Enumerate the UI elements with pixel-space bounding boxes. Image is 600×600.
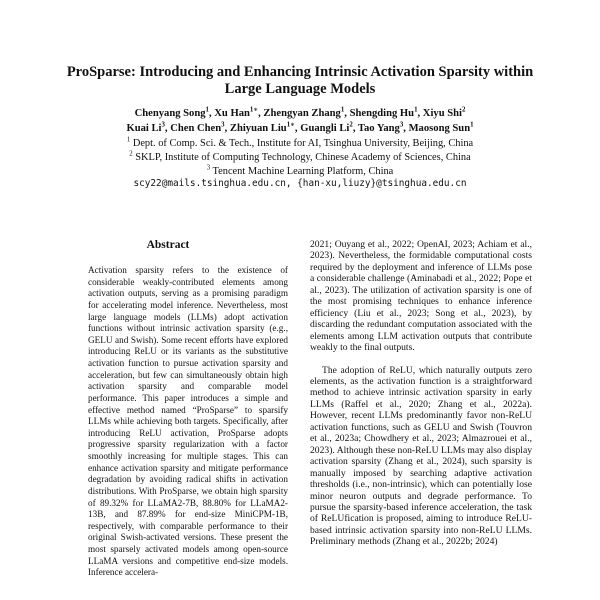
paragraph: The adoption of ReLU, which naturally outputs zero elements, as the activation function is a straightforward method to achieve intrinsic activation sparsity in early LLMs (Raffel et al., 2020; Zhang et al., 2022a). However, recent LLMs predominantly favor non-ReLU activation functions, such as GELU and Swish (Touvron et al., 2023a; Chowdhery et al., 2023; Almazrouei et al., 2023). Although these non-ReLU LLMs may also display activation sparsity (Zhang et al., 2024), such sparsity is manually imposed by searching adaptive activation thresholds (i.e., non-intrinsic), which can potentially lose minor neuron outputs and degrade performance. To pursue the sparsity-based inference acceleration, the task of ReLUfication is proposed, aiming to introduce ReLU-based intrinsic activation sparsity into non-ReLU LLMs. Preliminary methods (Zhang et al., 2022b; 2024) [310,364,532,548]
paragraph: 2021; Ouyang et al., 2022; OpenAI, 2023; Achiam et al., 2023). Nevertheless, the formidable computational costs required by the deployment and inference of LLMs pose a considerable challenge (Aminabadi et al., 2022; Pope et al., 2023). The utilization of activation sparsity is one of the most promising techniques to enhance inference efficiency (Liu et al., 2023; Song et al., 2023), by discarding the redundant computation associated with the elements among LLM activation outputs that contribute weakly to the final outputs. [310,239,532,354]
paper-title: ProSparse: Introducing and Enhancing Intrinsic Activation Sparsity within Large Language Models [66,64,534,97]
author: Tao Yang$^3$ [357,121,404,134]
author: Xiyu Shi$^2$ [422,106,466,119]
author: Chenyang Song$^1$ [134,106,209,119]
author: Zhiyuan Liu$^{1∗}$ [229,121,295,134]
abstract-body: Activation sparsity refers to the existence of considerable weakly-contributed elements among activation outputs, serving as a promising paradigm for accelerating model inference. Nevertheless, most large language models (LLMs) adopt activation functions without intrinsic activation sparsity (e.g., GELU and Swish). Some recent efforts have explored introducing ReLU or its variants as the substitutive activation function to pursue activation sparsity and acceleration, but few can simultaneously obtain high activation sparsity and comparable model performance. This paper introduces a simple and effective method named “ProSparse” to sparsify LLMs while achieving both targets. Specifically, after introducing ReLU activation, ProSparse adopts progressive sparsity regularization with a factor smoothly increasing for multiple stages. This can enhance activation sparsity and mitigate performance degradation by avoiding radical shifts in activation distributions. With ProSparse, we obtain high sparsity of 89.32% for LLaMA2-7B, 88.80% for LLaMA2-13B, and 87.89% for end-size MiniCPM-1B, respectively, with comparable performance to their original Swish-activated versions. These present the most sparsely activated models among open-source LLaMA versions and competitive end-size models. Inference accelera- [88,265,288,578]
affiliation: $^3$ Tencent Machine Learning Platform, China [206,164,394,177]
affiliation-list [40,137,560,179]
author-list [40,106,560,136]
author: Xu Han$^{1∗}$ [214,106,259,119]
affiliation: $^2$ SKLP, Institute of Computing Technology, Chinese Academy of Sciences, China [129,150,471,163]
author: Chen Chen$^3$ [170,121,225,134]
author: Guangli Li$^2$ [300,121,353,134]
author-line-2: Kuai Li$^3$, Chen Chen$^3$, Zhiyuan Liu$^{1∗}$, Guangli Li$^2$, Tao Yang$^3$, Maosong Sun$^1$ [126,121,474,134]
author-emails: scy22@mails.tsinghua.edu.cn, {han-xu,liuzy}@tsinghua.edu.cn [133,178,467,189]
author: Zhengyan Zhang$^1$ [263,106,345,119]
introduction-column [310,239,532,548]
abstract-heading: Abstract [146,239,190,251]
author: Kuai Li$^3$ [126,121,165,134]
author-line-1: Chenyang Song$^1$, Xu Han$^{1∗}$, Zhengyan Zhang$^1$, Shengding Hu$^1$, Xiyu Shi$^2$ [134,106,466,119]
author: Maosong Sun$^1$ [408,121,474,134]
author: Shengding Hu$^1$ [349,106,418,119]
affiliation: $^1$ Dept. of Comp. Sci. & Tech., Institute for AI, Tsinghua University, Beijing, China [126,136,474,149]
